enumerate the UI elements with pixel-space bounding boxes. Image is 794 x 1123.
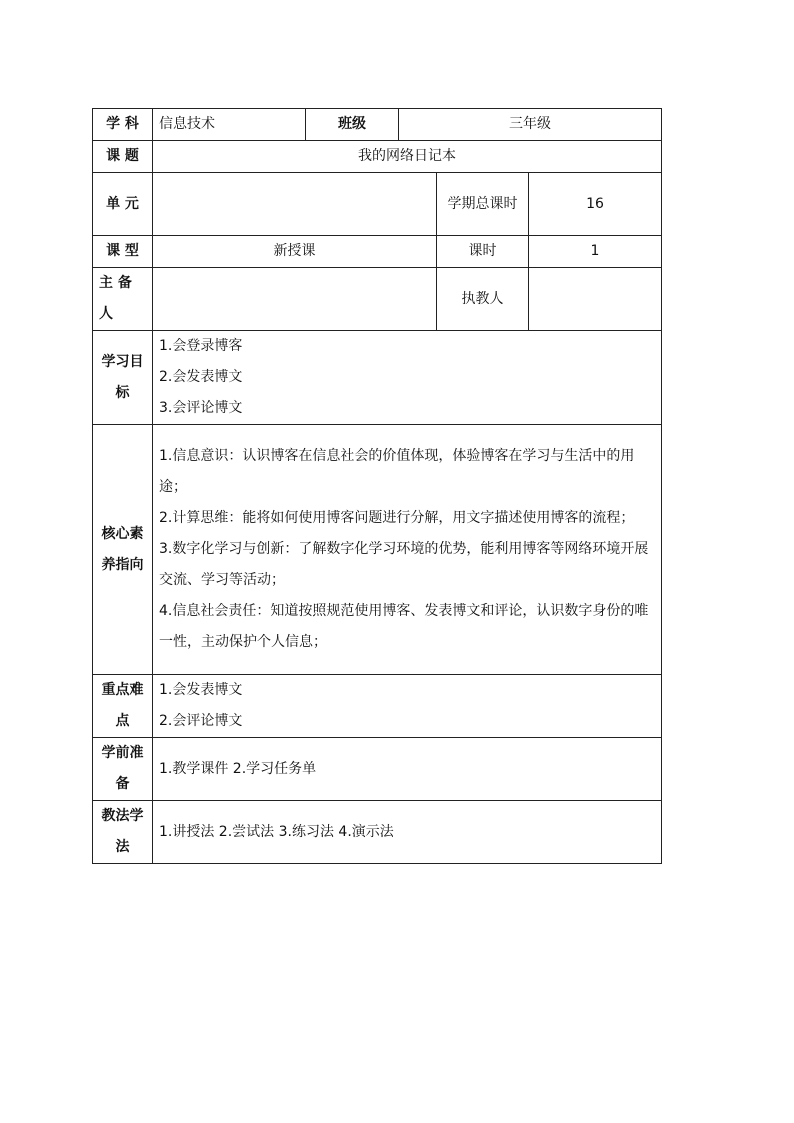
row-goals [93, 331, 662, 425]
row-preparer [93, 268, 662, 331]
label-prep: 学前准备 [93, 738, 153, 801]
label-subject: 学 科 [93, 109, 153, 141]
row-literacy [93, 425, 662, 675]
value-unit [153, 173, 437, 236]
value-preparer [153, 268, 437, 331]
label-keypoints: 重点难点 [93, 675, 153, 738]
label-preparer: 主 备 人 [93, 268, 153, 331]
value-teacher [529, 268, 662, 331]
row-type [93, 236, 662, 268]
row-prep [93, 738, 662, 801]
label-type: 课 型 [93, 236, 153, 268]
value-methods: 1.讲授法 2.尝试法 3.练习法 4.演示法 [153, 801, 662, 864]
goal-item: 2.会发表博文 [159, 369, 243, 385]
value-type: 新授课 [153, 236, 437, 268]
literacy-item: 1.信息意识：认识博客在信息社会的价值体现，体验博客在学习与生活中的用途； [159, 448, 635, 495]
value-topic: 我的网络日记本 [153, 141, 662, 173]
value-total-hours: 16 [529, 173, 662, 236]
literacy-item: 2.计算思维：能将如何使用博客问题进行分解，用文字描述使用博客的流程； [159, 510, 635, 526]
value-class: 三年级 [399, 109, 662, 141]
label-teacher: 执教人 [437, 268, 529, 331]
label-methods: 教法学法 [93, 801, 153, 864]
goal-item: 3.会评论博文 [159, 400, 243, 416]
lesson-plan-table [92, 108, 662, 864]
value-prep: 1.教学课件 2.学习任务单 [153, 738, 662, 801]
label-literacy: 核心素养指向 [93, 425, 153, 675]
literacy-item: 3.数字化学习与创新：了解数字化学习环境的优势，能利用博客等网络环境开展交流、学习等活动； [159, 541, 649, 588]
literacy-item: 4.信息社会责任：知道按照规范使用博客、发表博文和评论，认识数字身份的唯一性，主动保护个人信息； [159, 603, 649, 650]
goals-list [153, 331, 662, 425]
keypoint-item: 2.会评论博文 [159, 713, 243, 729]
row-unit [93, 173, 662, 236]
row-keypoints [93, 675, 662, 738]
row-subject [93, 109, 662, 141]
label-class: 班级 [306, 109, 399, 141]
value-hours: 1 [529, 236, 662, 268]
value-subject: 信息技术 [153, 109, 306, 141]
label-hours: 课时 [437, 236, 529, 268]
label-total-hours: 学期总课时 [437, 173, 529, 236]
label-goals: 学习目标 [93, 331, 153, 425]
goal-item: 1.会登录博客 [159, 338, 243, 354]
label-topic: 课 题 [93, 141, 153, 173]
row-topic [93, 141, 662, 173]
label-unit: 单 元 [93, 173, 153, 236]
keypoints-list [153, 675, 662, 738]
keypoint-item: 1.会发表博文 [159, 682, 243, 698]
literacy-list [153, 425, 662, 675]
row-methods [93, 801, 662, 864]
